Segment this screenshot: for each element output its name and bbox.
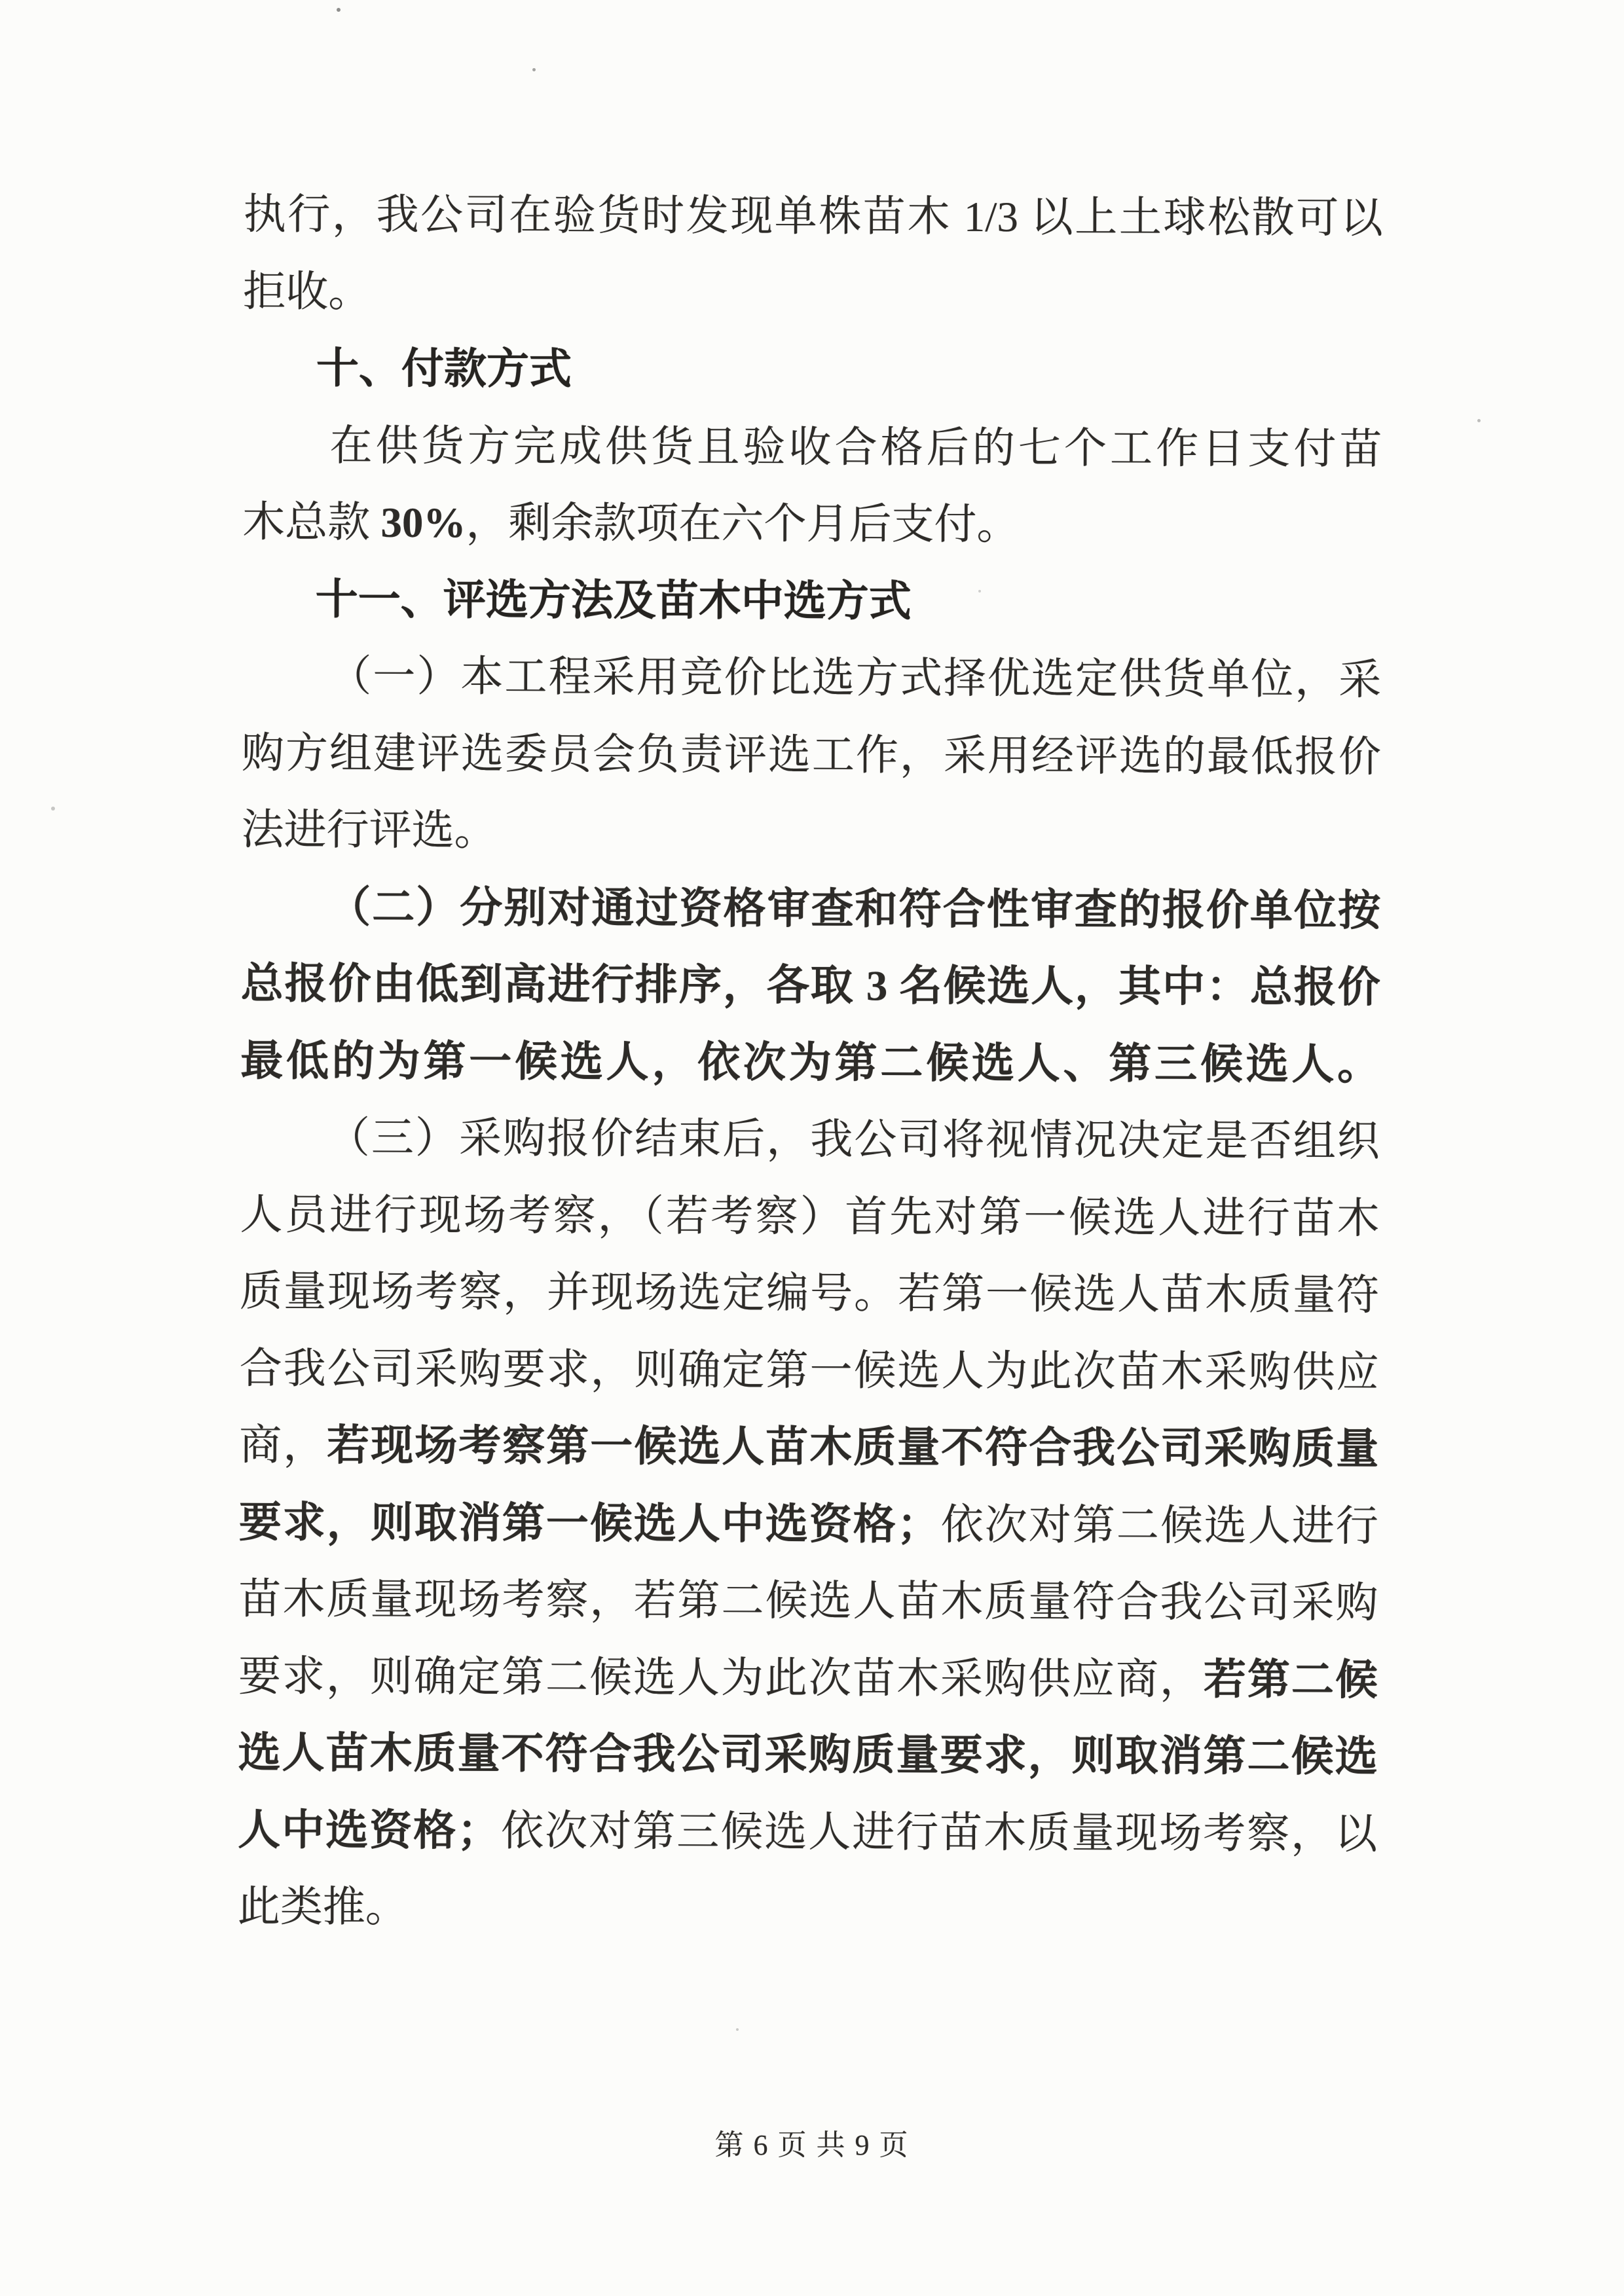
heading-text: 十、付款方式 (316, 345, 572, 393)
scan-speck (1477, 419, 1481, 422)
text-line (239, 1408, 1378, 1489)
text-run: 执行，我公司在验货时发现单株苗木 1/3 以上土球松散可以 (243, 191, 1383, 243)
text-run: 购方组建评选委员会负责评选工作，采用经评选的最低报价 (241, 729, 1382, 781)
text-run: （三）采购报价结束后，我公司将视情况决定是否组织 (327, 1114, 1380, 1166)
text-run-bold: 30% (380, 499, 466, 547)
text-line (238, 1869, 1377, 1950)
text-run: 法进行评选。 (241, 806, 497, 855)
text-line (238, 1792, 1377, 1873)
text-run: 要求，则确定第二候选人为此次苗木采购供应商， (238, 1652, 1204, 1704)
text-line (239, 1330, 1378, 1412)
page-number: 第 6 页 共 9 页 (714, 2129, 910, 2161)
text-run-bold: 选人苗木质量不符合我公司采购质量要求，则取消第二候选 (238, 1729, 1378, 1781)
text-run: 依次对第三候选人进行苗木质量现场考察，以 (500, 1807, 1378, 1858)
text-line (241, 792, 1380, 873)
text-run-bold: 人中选资格； (238, 1806, 500, 1855)
text-line (241, 869, 1380, 950)
text-line (242, 638, 1381, 720)
text-line (238, 1561, 1378, 1643)
scan-speck (337, 8, 341, 12)
text-line (240, 1100, 1380, 1181)
text-line (240, 1254, 1379, 1335)
text-run: 此类推。 (237, 1883, 408, 1931)
text-run: 商， (239, 1421, 327, 1470)
text-run-bold: 最低的为第一候选人，依次为第二候选人、第三候选人。 (240, 1037, 1380, 1089)
text-run: （一）本工程采用竞价比选方式择优选定供货单位，采 (329, 653, 1382, 704)
text-run: 合我公司采购要求，则确定第一候选人为此次苗木采购供应 (239, 1345, 1379, 1396)
text-run: 苗木质量现场考察，若第二候选人苗木质量符合我公司采购 (238, 1575, 1378, 1628)
text-line (238, 1715, 1377, 1796)
text-run: ，剩余款项在六个月后支付。 (466, 500, 1020, 549)
text-run: 人员进行现场考察，（若考察）首先对第一候选人进行苗木 (240, 1191, 1380, 1243)
text-run: 木总款 (242, 498, 381, 547)
scan-speck (736, 2028, 739, 2031)
text-run-bold: 若第二候 (1203, 1656, 1378, 1704)
text-line (240, 1023, 1380, 1104)
text-run-bold: （二）分别对通过资格审查和符合性审查的报价单位按 (327, 883, 1381, 935)
text-line (242, 715, 1381, 796)
text-line (242, 484, 1382, 566)
heading-text: 十一、评选方法及苗木中选方式 (315, 575, 912, 626)
text-run-bold: 要求，则取消第一候选人中选资格； (238, 1499, 940, 1549)
text-line (239, 1484, 1378, 1565)
text-run-bold: 若现场考察第一候选人苗木质量不符合我公司采购质量 (327, 1422, 1379, 1474)
scan-speck (978, 590, 981, 592)
section-heading (243, 331, 1382, 412)
text-run: 质量现场考察，并现场选定编号。若第一候选人苗木质量符 (239, 1267, 1380, 1320)
text-run: 依次对第二候选人进行 (939, 1501, 1378, 1550)
section-heading (242, 561, 1382, 642)
scan-speck (51, 807, 55, 811)
text-line (238, 1638, 1378, 1719)
text-line (242, 407, 1382, 488)
text-run-bold: 总报价由低到高进行排序，各取 3 名候选人，其中：总报价 (240, 960, 1380, 1012)
scan-speck (532, 68, 536, 71)
text-line (240, 1176, 1379, 1258)
document-body (238, 177, 1383, 1950)
text-run: 拒收。 (243, 268, 371, 316)
text-line (243, 253, 1382, 335)
text-line (240, 946, 1380, 1027)
text-run: 在供货方完成供货且验收合格后的七个工作日支付苗 (329, 422, 1382, 473)
text-line (244, 177, 1383, 258)
